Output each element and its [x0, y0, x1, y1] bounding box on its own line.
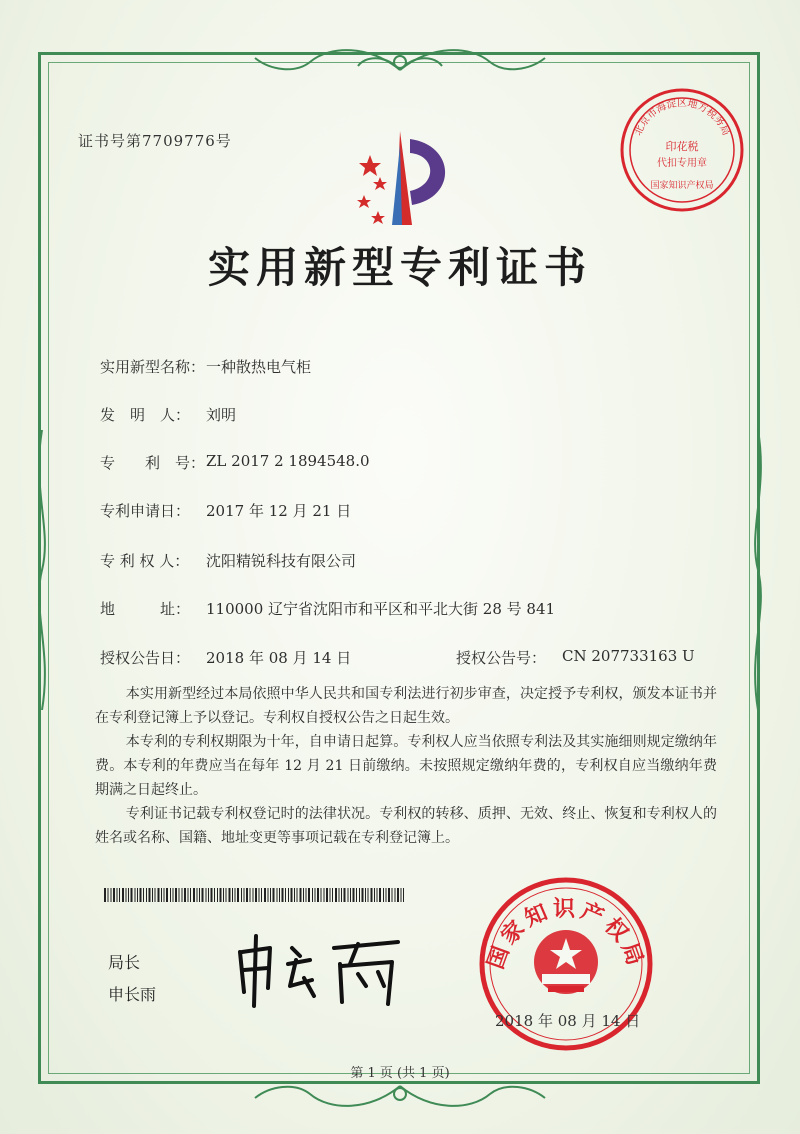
barcode-bar — [253, 888, 254, 902]
field-value-inventor: 刘明 — [206, 406, 237, 424]
barcode-bar — [341, 888, 342, 902]
field-value-address: 110000 辽宁省沈阳市和平区和平北大街 28 号 841 — [206, 600, 556, 618]
barcode-bar — [270, 888, 271, 902]
field-label-grant-date: 授权公告日： — [100, 649, 191, 667]
barcode-bar — [217, 888, 218, 902]
barcode-bar — [282, 888, 284, 902]
right-ornament-icon — [746, 430, 770, 710]
tax-stamp-ring-text: 北京市海淀区地方税务局 — [632, 98, 732, 138]
barcode-bar — [335, 888, 337, 902]
barcode-bar — [324, 888, 325, 902]
barcode-bar — [392, 888, 393, 902]
page-title: 实用新型专利证书 — [207, 243, 592, 292]
field-value-grant-number: CN 207733163 U — [562, 647, 695, 665]
barcode-bar — [108, 888, 109, 902]
barcode-bar — [348, 888, 349, 902]
barcode-bar — [403, 888, 404, 902]
barcode-bar — [359, 888, 360, 902]
patent-office-logo-icon — [340, 125, 460, 235]
barcode-bar — [326, 888, 328, 902]
barcode-bar — [135, 888, 136, 902]
barcode-bar — [223, 888, 224, 902]
barcode-bar — [113, 888, 115, 902]
barcode-bar — [312, 888, 313, 902]
barcode-bar — [315, 888, 316, 902]
barcode-bar — [170, 888, 171, 902]
field-label-application-date: 专利申请日： — [100, 502, 191, 520]
field-value-grant-date: 2018 年 08 月 14 日 — [206, 649, 352, 667]
barcode-bar — [137, 888, 138, 902]
barcode-bar — [117, 888, 118, 902]
left-ornament-icon — [30, 430, 54, 710]
barcode-bar — [206, 888, 207, 902]
barcode-bar — [317, 888, 319, 902]
barcode-bar — [365, 888, 366, 902]
paragraph-legal-status: 专利证书记载专利权登记时的法律状况。专利权的转移、质押、无效、终止、恢复和专利权人的姓名或名称、国籍、地址变更等事项记载在专利登记簿上。 — [95, 806, 717, 846]
field-label-name: 实用新型名称： — [100, 358, 206, 376]
top-ornament-icon — [250, 40, 550, 80]
barcode-bar — [344, 888, 346, 902]
barcode-bar — [291, 888, 293, 902]
barcode-bar — [131, 888, 133, 902]
barcode-bar — [199, 888, 200, 902]
barcode-bar — [104, 888, 106, 902]
barcode-bar — [226, 888, 227, 902]
barcode-bar — [235, 888, 236, 902]
barcode-bar — [300, 888, 302, 902]
barcode-bar — [158, 888, 160, 902]
barcode-bar — [279, 888, 280, 902]
barcode-bar — [155, 888, 156, 902]
issue-date: 2018 年 08 月 14 日 — [495, 1012, 641, 1030]
tax-stamp-bottom-text: 国家知识产权局 — [650, 181, 714, 191]
barcode-bar — [202, 888, 204, 902]
barcode-bar — [164, 888, 165, 902]
barcode-bar — [388, 888, 390, 902]
barcode-bar — [255, 888, 257, 902]
paragraph-term: 本专利的专利权期限为十年，自申请日起算。专利权人应当依照专利法及其实施细则规定缴纳年费。本专利的年费应当在每年 12 月 21 日前缴纳。未按照规定缴纳年费的，专利权自应当缴纳年费期满之日起终止。 — [95, 734, 717, 798]
paragraph-grant: 本实用新型经过本局依照中华人民共和国专利法进行初步审查，决定授予专利权，颁发本证书并在专利登记簿上予以登记。专利权自授权公告之日起生效。 — [95, 686, 717, 726]
barcode-bar — [273, 888, 275, 902]
barcode-bar — [379, 888, 381, 902]
field-label-inventor: 发 明 人： — [100, 406, 191, 424]
barcode-bar — [175, 888, 177, 902]
official-seal-text: 国家知识产权局 — [482, 896, 650, 973]
signatory-name: 申长雨 — [108, 985, 157, 1004]
barcode-bar — [214, 888, 215, 902]
barcode-bar — [362, 888, 364, 902]
barcode-bar — [395, 888, 396, 902]
barcode-bar — [250, 888, 251, 902]
tax-stamp-line1: 印花税 — [665, 140, 699, 153]
barcode-bar — [353, 888, 355, 902]
barcode-bar — [268, 888, 269, 902]
field-value-name: 一种散热电气柜 — [206, 358, 312, 376]
barcode-bar — [152, 888, 153, 902]
barcode-bar — [182, 888, 183, 902]
barcode-bar — [126, 888, 127, 902]
barcode-bar — [184, 888, 186, 902]
barcode-bar — [306, 888, 307, 902]
barcode-bar — [232, 888, 233, 902]
barcode-bar — [321, 888, 322, 902]
barcode-bar — [264, 888, 266, 902]
barcode-bar — [368, 888, 369, 902]
signatory-role: 局长 — [108, 953, 141, 972]
bottom-ornament-icon — [250, 1076, 550, 1116]
barcode-bar — [285, 888, 286, 902]
barcode-bar — [161, 888, 162, 902]
barcode-bar — [294, 888, 295, 902]
barcode-bar — [211, 888, 213, 902]
barcode-bar — [188, 888, 189, 902]
barcode-bar — [229, 888, 231, 902]
tax-stamp-line2: 代扣专用章 — [657, 158, 707, 169]
barcode-bar — [308, 888, 310, 902]
barcode-bar — [356, 888, 357, 902]
barcode-bar — [303, 888, 304, 902]
barcode-bar — [386, 888, 387, 902]
barcode-bar — [220, 888, 222, 902]
barcode-bar — [297, 888, 298, 902]
barcode-bar — [166, 888, 168, 902]
barcode-bar — [371, 888, 373, 902]
barcode-bar — [377, 888, 378, 902]
field-label-grant-number: 授权公告号： — [456, 649, 547, 667]
barcode — [104, 888, 406, 902]
barcode-bar — [128, 888, 129, 902]
barcode-bar — [259, 888, 260, 902]
barcode-bar — [339, 888, 340, 902]
barcode-bar — [241, 888, 242, 902]
field-label-patentee: 专 利 权 人： — [100, 552, 190, 570]
barcode-bar — [237, 888, 239, 902]
barcode-bar — [190, 888, 191, 902]
barcode-bar — [208, 888, 209, 902]
barcode-bar — [374, 888, 375, 902]
barcode-bar — [350, 888, 351, 902]
barcode-bar — [246, 888, 248, 902]
barcode-bar — [197, 888, 198, 902]
barcode-bar — [193, 888, 195, 902]
barcode-bar — [330, 888, 331, 902]
barcode-bar — [261, 888, 262, 902]
barcode-bar — [332, 888, 333, 902]
barcode-bar — [122, 888, 124, 902]
barcode-bar — [277, 888, 278, 902]
barcode-bar — [146, 888, 147, 902]
barcode-bar — [288, 888, 289, 902]
certificate-number: 证书号第7709776号 — [78, 132, 232, 150]
barcode-bar — [140, 888, 142, 902]
field-value-patent-number: ZL 2017 2 1894548.0 — [206, 452, 370, 470]
barcode-bar — [149, 888, 151, 902]
barcode-bar — [383, 888, 384, 902]
field-label-patent-number: 专 利 号： — [100, 454, 206, 472]
barcode-bar — [111, 888, 112, 902]
barcode-bar — [143, 888, 144, 902]
field-value-application-date: 2017 年 12 月 21 日 — [206, 502, 352, 520]
barcode-bar — [119, 888, 120, 902]
barcode-bar — [179, 888, 180, 902]
barcode-bar — [401, 888, 402, 902]
field-value-patentee: 沈阳精锐科技有限公司 — [206, 552, 357, 570]
field-label-address: 地 址： — [100, 600, 191, 618]
tax-stamp-seal — [616, 84, 748, 216]
page-footer: 第 1 页 (共 1 页) — [350, 1066, 450, 1081]
barcode-bar — [173, 888, 174, 902]
barcode-bar — [397, 888, 399, 902]
barcode-bar — [244, 888, 245, 902]
handwritten-signature — [230, 930, 410, 1010]
